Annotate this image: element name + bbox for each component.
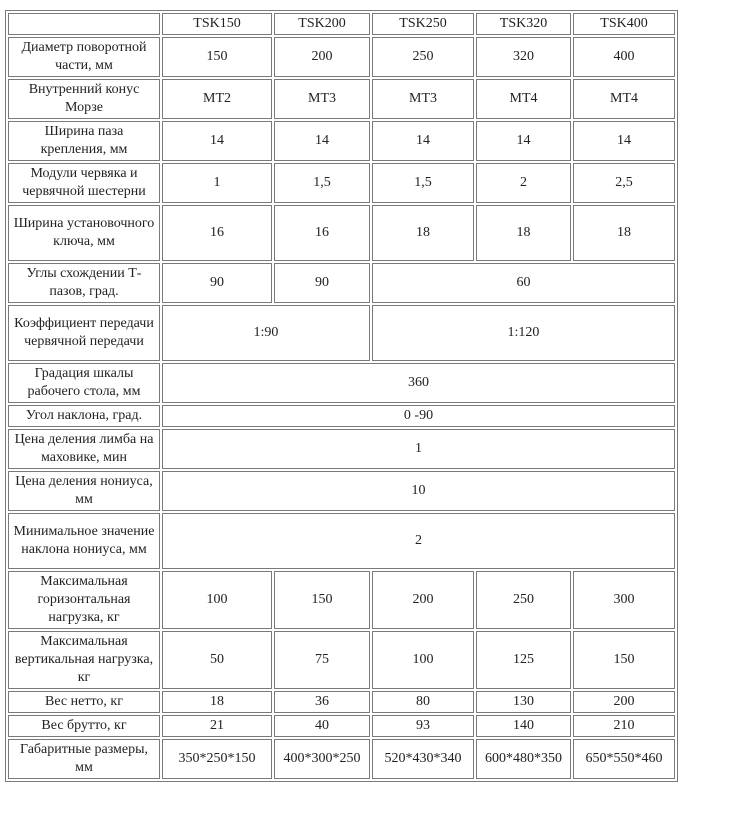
table-cell: 650*550*460 xyxy=(573,739,675,779)
row-label: Габаритные размеры, мм xyxy=(8,739,160,779)
table-row xyxy=(8,513,675,569)
row-label: Ширина паза крепления, мм xyxy=(8,121,160,161)
row-label: Диаметр поворотной части, мм xyxy=(8,37,160,77)
table-cell: 130 xyxy=(476,691,571,713)
table-cell: 250 xyxy=(476,571,571,629)
table-cell: 14 xyxy=(372,121,474,161)
header-cell-tsk200: TSK200 xyxy=(274,13,370,35)
table-cell: 14 xyxy=(476,121,571,161)
row-label: Вес нетто, кг xyxy=(8,691,160,713)
table-cell: 200 xyxy=(573,691,675,713)
table-cell: 210 xyxy=(573,715,675,737)
table-row xyxy=(8,79,675,119)
table-cell: 520*430*340 xyxy=(372,739,474,779)
row-label: Коэффициент передачи червячной передачи xyxy=(8,305,160,361)
table-cell: 16 xyxy=(162,205,272,261)
table-cell: 21 xyxy=(162,715,272,737)
table-cell: 1,5 xyxy=(274,163,370,203)
row-label: Вес брутто, кг xyxy=(8,715,160,737)
table-cell: 600*480*350 xyxy=(476,739,571,779)
table-cell: 14 xyxy=(274,121,370,161)
table-row xyxy=(8,263,675,303)
table-cell: 150 xyxy=(573,631,675,689)
table-cell: 40 xyxy=(274,715,370,737)
table-cell: 200 xyxy=(274,37,370,77)
table-row xyxy=(8,429,675,469)
table-cell-merged: 360 xyxy=(162,363,675,403)
table-cell: 100 xyxy=(372,631,474,689)
table-row xyxy=(8,405,675,427)
table-cell: MT4 xyxy=(476,79,571,119)
table-cell: 18 xyxy=(476,205,571,261)
table-row xyxy=(8,163,675,203)
table-cell: 250 xyxy=(372,37,474,77)
row-label: Модули червяка и червячной шестерни xyxy=(8,163,160,203)
table-cell: 300 xyxy=(573,571,675,629)
row-label: Внутренний конус Морзе xyxy=(8,79,160,119)
row-label: Угол наклона, град. xyxy=(8,405,160,427)
table-cell: 1 xyxy=(162,163,272,203)
table-cell: 90 xyxy=(162,263,272,303)
table-row xyxy=(8,471,675,511)
table-row xyxy=(8,305,675,361)
table-cell: 2 xyxy=(476,163,571,203)
row-label: Цена деления лимба на маховике, мин xyxy=(8,429,160,469)
table-cell: 80 xyxy=(372,691,474,713)
table-cell-merged: 1:120 xyxy=(372,305,675,361)
table-cell-merged: 1:90 xyxy=(162,305,370,361)
table-cell: 320 xyxy=(476,37,571,77)
header-cell-tsk400: TSK400 xyxy=(573,13,675,35)
table-row xyxy=(8,739,675,779)
specifications-table xyxy=(5,10,678,782)
table-cell: 18 xyxy=(162,691,272,713)
table-cell: 93 xyxy=(372,715,474,737)
table-cell: 125 xyxy=(476,631,571,689)
table-cell: 50 xyxy=(162,631,272,689)
table-cell-merged: 2 xyxy=(162,513,675,569)
table-row xyxy=(8,121,675,161)
table-row xyxy=(8,205,675,261)
table-cell: 36 xyxy=(274,691,370,713)
row-label: Максимальная горизонтальная нагрузка, кг xyxy=(8,571,160,629)
table-cell-merged: 0 -90 xyxy=(162,405,675,427)
table-cell: 1,5 xyxy=(372,163,474,203)
table-row xyxy=(8,363,675,403)
table-row xyxy=(8,691,675,713)
table-row xyxy=(8,715,675,737)
table-cell: 150 xyxy=(162,37,272,77)
table-cell: 200 xyxy=(372,571,474,629)
table-cell: 2,5 xyxy=(573,163,675,203)
row-label: Минимальное значение наклона нониуса, мм xyxy=(8,513,160,569)
table-cell: 100 xyxy=(162,571,272,629)
table-cell: MT2 xyxy=(162,79,272,119)
row-label: Углы схождении Т-пазов, град. xyxy=(8,263,160,303)
table-cell: 90 xyxy=(274,263,370,303)
table-cell: 14 xyxy=(162,121,272,161)
table-cell: MT3 xyxy=(372,79,474,119)
table-cell: MT3 xyxy=(274,79,370,119)
table-cell: 400 xyxy=(573,37,675,77)
row-label: Градация шкалы рабочего стола, мм xyxy=(8,363,160,403)
row-label: Максимальная вертикальная нагрузка, кг xyxy=(8,631,160,689)
header-row xyxy=(8,13,675,35)
row-label: Ширина установочного ключа, мм xyxy=(8,205,160,261)
header-cell-tsk250: TSK250 xyxy=(372,13,474,35)
table-row xyxy=(8,37,675,77)
table-row xyxy=(8,631,675,689)
table-cell-merged: 1 xyxy=(162,429,675,469)
table-cell: 140 xyxy=(476,715,571,737)
table-cell-merged: 10 xyxy=(162,471,675,511)
table-cell: 18 xyxy=(372,205,474,261)
table-cell-merged: 60 xyxy=(372,263,675,303)
table-cell: 150 xyxy=(274,571,370,629)
row-label: Цена деления нониуса, мм xyxy=(8,471,160,511)
table-cell: 350*250*150 xyxy=(162,739,272,779)
table-cell: MT4 xyxy=(573,79,675,119)
header-cell-tsk150: TSK150 xyxy=(162,13,272,35)
table-cell: 400*300*250 xyxy=(274,739,370,779)
table-cell: 16 xyxy=(274,205,370,261)
table-row xyxy=(8,571,675,629)
header-cell-tsk320: TSK320 xyxy=(476,13,571,35)
table-cell: 18 xyxy=(573,205,675,261)
table-cell: 14 xyxy=(573,121,675,161)
header-cell-empty xyxy=(8,13,160,35)
table-cell: 75 xyxy=(274,631,370,689)
